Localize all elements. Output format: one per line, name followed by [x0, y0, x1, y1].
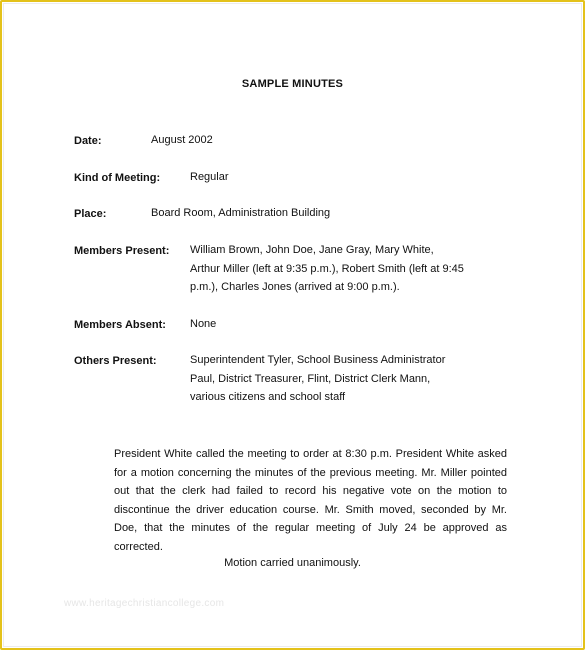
others-present-line: Paul, District Treasurer, Flint, District Clerk Mann,: [190, 372, 431, 385]
others-present-label: Others Present:: [74, 355, 157, 367]
members-absent-label: Members Absent:: [74, 319, 166, 331]
kind-of-meeting-value: Regular: [190, 171, 229, 183]
body-paragraph: [74, 445, 507, 557]
place-label: Place:: [74, 208, 107, 220]
members-present-line: p.m.), Charles Jones (arrived at 9:00 p.m.).: [190, 281, 400, 293]
date-value: August 2002: [151, 134, 213, 146]
body-paragraph-text: President White called the meeting to order at 8:30 p.m. President White asked for a motion concerning the minutes of the previous meeting. Mr. Miller pointed out that the clerk had failed to record his negative vote on the motion to discontinue the driver education course. Mr. Smith moved, seconded by Mr. Doe, that the minutes of the regular meeting of July 24 be approved as corrected.: [114, 448, 507, 553]
place-value: Board Room, Administration Building: [151, 207, 331, 219]
date-label: Date:: [74, 135, 102, 147]
document-title: SAMPLE MINUTES: [241, 78, 344, 90]
members-absent-value: None: [190, 318, 217, 330]
members-present-line: William Brown, John Doe, Jane Gray, Mary White,: [190, 244, 434, 256]
members-present-value: [190, 241, 490, 297]
kind-of-meeting-label: Kind of Meeting:: [74, 172, 161, 184]
motion-result: Motion carried unanimously.: [224, 557, 361, 569]
watermark-text: www.heritagechristiancollege.com: [64, 598, 225, 609]
members-present-line: Arthur Miller (left at 9:35 p.m.), Robert Smith (left at 9:45: [190, 262, 464, 275]
members-present-label: Members Present:: [74, 245, 170, 257]
others-present-line: various citizens and school staff: [190, 391, 346, 403]
others-present-value: [190, 351, 490, 407]
others-present-line: Superintendent Tyler, School Business Administrator: [190, 354, 446, 366]
